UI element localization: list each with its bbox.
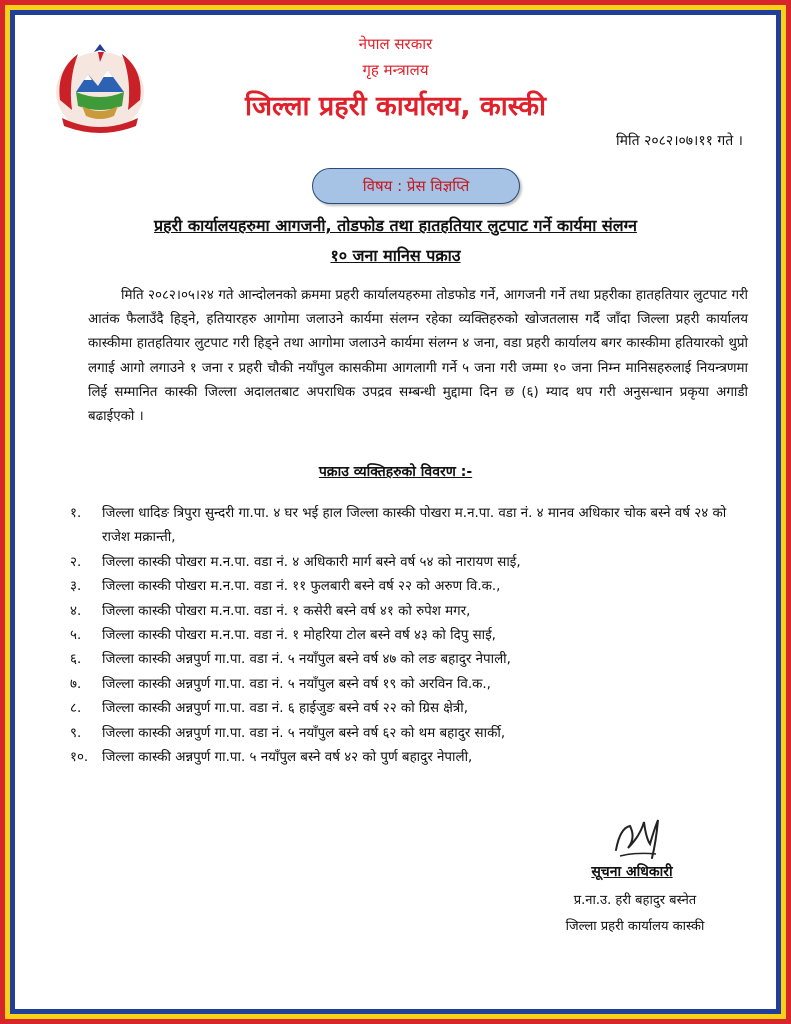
list-item-number: ४. <box>70 603 82 619</box>
headline-line-2: १० जना मानिस पक्राउ <box>330 246 461 265</box>
list-item-number: ९. <box>70 725 82 741</box>
list-item <box>70 575 750 599</box>
subject-badge: विषय : प्रेस विज्ञप्ति <box>312 168 520 204</box>
list-item-number: १०. <box>70 750 89 766</box>
signatory-title: सूचना अधिकारी <box>591 864 673 880</box>
border-yellow-bottom <box>5 1014 786 1019</box>
list-item <box>70 502 750 551</box>
list-item-text: जिल्ला कास्की पोखरा म.न.पा. वडा नं. १ मोहरिया टोल बस्ने वर्ष ४३ को दिपु साई, <box>102 628 496 644</box>
border-red-bottom <box>0 1019 791 1024</box>
signatory-office: जिल्ला प्रहरी कार्यालय कास्की <box>565 919 705 934</box>
list-item <box>70 746 750 770</box>
border-blue-top <box>10 10 781 15</box>
list-item-text: जिल्ला कास्की अन्नपुर्ण गा.पा. वडा नं. ५ नयाँपुल बस्ने वर्ष १९ को अरविन वि.क., <box>102 676 491 692</box>
list-item-text: जिल्ला कास्की पोखरा म.न.पा. वडा नं. १ कसेरी बस्ने वर्ष ४१ को रुपेश मगर, <box>102 603 471 619</box>
list-item-number: २. <box>70 554 82 570</box>
list-item-text: जिल्ला कास्की अन्नपुर्ण गा.पा. ५ नयाँपुल बस्ने वर्ष ४२ को पुर्ण बहादुर नेपाली, <box>102 750 473 766</box>
ministry-name: गृह मन्त्रालय <box>362 61 429 79</box>
border-blue-right <box>776 10 781 1014</box>
arrest-list <box>70 502 750 770</box>
list-item <box>70 624 750 648</box>
list-item <box>70 697 750 721</box>
list-item-text: जिल्ला कास्की अन्नपुर्ण गा.पा. वडा नं. ६ हाईजुङ बस्ने वर्ष २२ को ग्रिस क्षेत्री, <box>102 701 468 717</box>
list-item-number: ३. <box>70 579 82 595</box>
office-title: जिल्ला प्रहरी कार्यालय, कास्की <box>244 91 546 122</box>
list-item-text: जिल्ला कास्की अन्नपुर्ण गा.पा. वडा नं. ५ नयाँपुल बस्ने वर्ष ६२ को थम बहादुर सार्की, <box>102 725 506 741</box>
government-name: नेपाल सरकार <box>358 35 433 53</box>
body-paragraph: मिति २०८२।०५।२४ गते आन्दोलनको क्रममा प्रहरी कार्यालयहरुमा तोडफोड गर्ने, आगजनी गर्ने तथा प्रहरीका हातहतियार लुटपाट गरी आतंक फैलाउँदै हिड्ने, हतियारहरु आगोमा जलाउने कार्यमा संलग्न रहेका व्यक्तिहरुको खोजतलास गर्दै जाँदा जिल्ला प्रहरी कार्यालय कास्कीमा हातहतियार लुटपाट गरी हिड्ने तथा आगोमा जलाउने कार्यमा संलग्न ४ जना, वडा प्रहरी कार्यालय बगर कास्कीमा हतियारको थुप्रो लगाई आगो लगाउने १ जना र प्रहरी चौकी नयाँपुल कासकीमा आगलागी गर्ने ५ जना गरी जम्मा १० जना निम्न मानिसहरुलाई नियन्त्रणमा लिई सम्मानित कास्की जिल्ला अदालतबाट अपराधिक उपद्रव सम्बन्धी मुद्दामा दिन छ (६) म्याद थप गरी अनुसन्धान प्रकृया अगाडी बढाईएको । <box>88 288 748 425</box>
list-title: पक्राउ व्यक्तिहरुको विवरण :- <box>318 464 473 480</box>
list-item <box>70 648 750 672</box>
list-item-number: ७. <box>70 676 82 692</box>
document-date: मिति २०८२।०७।११ गते । <box>616 133 743 149</box>
list-item-number: ६. <box>70 652 82 668</box>
list-item <box>70 722 750 746</box>
border-red-right <box>786 0 791 1024</box>
list-item-number: ८. <box>70 701 82 717</box>
list-item-number: १. <box>70 506 82 521</box>
border-blue-bottom <box>10 1009 781 1014</box>
border-blue-left <box>10 10 15 1014</box>
list-item-text: जिल्ला कास्की पोखरा म.न.पा. वडा नं. ४ अधिकारी मार्ग बस्ने वर्ष ५४ को नारायण साई, <box>102 554 521 570</box>
list-item <box>70 673 750 697</box>
list-item-text: जिल्ला कास्की अन्नपुर्ण गा.पा. वडा नं. ५ नयाँपुल बस्ने वर्ष ४७ को लङ बहादुर नेपाली, <box>102 652 511 668</box>
list-item <box>70 600 750 624</box>
list-item-number: ५. <box>70 628 82 644</box>
list-item-text: जिल्ला धादिङ त्रिपुरा सुन्दरी गा.पा. ४ घर भई हाल जिल्ला कास्की पोखरा म.न.पा. वडा नं. ४ मानव अधिकार चोक बस्ने वर्ष २४ को राजेश मक्रान्ती, <box>102 506 727 546</box>
signature-mark <box>606 808 666 868</box>
border-yellow-right <box>781 5 786 1019</box>
signatory-name: प्र.ना.उ. हरी बहादुर बस्नेत <box>573 893 697 908</box>
headline-line-1: प्रहरी कार्यालयहरुमा आगजनी, तोडफोड तथा हातहतियार लुटपाट गर्ने कार्यमा संलग्न <box>154 216 637 235</box>
list-item-text: जिल्ला कास्की पोखरा म.न.पा. वडा नं. ११ फुलबारी बस्ने वर्ष २२ को अरुण वि.क., <box>102 579 501 595</box>
list-item <box>70 551 750 575</box>
